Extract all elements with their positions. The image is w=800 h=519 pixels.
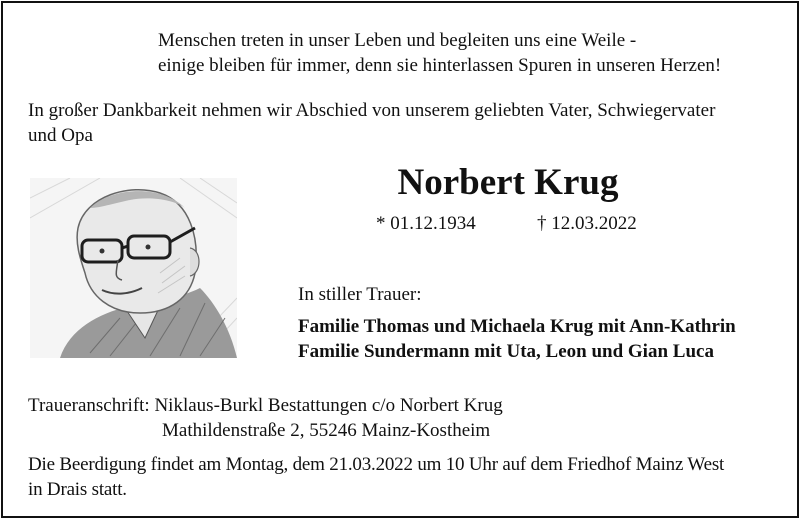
address-line-1: Traueranschrift: Niklaus-Burkl Bestattungen c/o Norbert Krug (28, 395, 503, 416)
death-date: † 12.03.2022 (537, 213, 637, 234)
poem-line-1: Menschen treten in unser Leben und begleiten uns eine Weile - (158, 30, 637, 51)
portrait-sketch (30, 178, 237, 358)
family-line: Familie Sundermann mit Uta, Leon und Gian Luca (298, 341, 714, 362)
birth-date: * 01.12.1934 (376, 213, 476, 234)
mourning-families (298, 314, 736, 364)
funeral-line-2: in Drais statt. (28, 479, 127, 500)
funeral-info (28, 452, 788, 502)
condolence-address (28, 393, 503, 443)
intro-line-1: In großer Dankbarkeit nehmen wir Abschied von unserem geliebten Vater, Schwiegervater (28, 100, 716, 121)
address-line-2: Mathildenstraße 2, 55246 Mainz-Kostheim (162, 420, 491, 441)
mourning-label: In stiller Trauer: (298, 284, 422, 305)
deceased-name: Norbert Krug (397, 162, 619, 203)
intro-text (28, 98, 788, 148)
portrait-sketch-drawing (30, 178, 237, 358)
family-line: Familie Thomas und Michaela Krug mit Ann-Kathrin (298, 316, 736, 337)
poem-line-2: einige bleiben für immer, denn sie hinterlassen Spuren in unseren Herzen! (158, 55, 722, 76)
poem (158, 28, 721, 78)
intro-line-2: und Opa (28, 125, 93, 146)
funeral-line-1: Die Beerdigung findet am Montag, dem 21.03.2022 um 10 Uhr auf dem Friedhof Mainz West (28, 454, 725, 475)
